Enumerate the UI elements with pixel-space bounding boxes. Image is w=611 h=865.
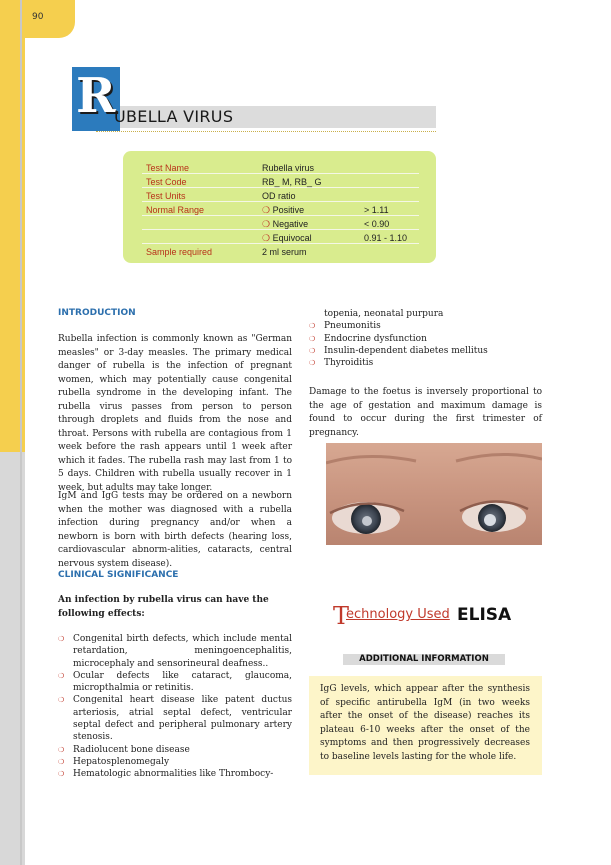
bullet-icon: ❍ [262,205,271,215]
effects-list-left [58,633,292,781]
technology-initial: T [333,602,350,630]
introduction-paragraph-1: Rubella infection is commonly known as "German measles" or 3-day measles. The primary medical danger of rubella is the infection of pregnant women, which may potentially cause congenital rubella syndrome in the developing infant. The rubella virus passes from person to person through droplets and fluids from the nose and throat. Persons with rubella are contagious from 1 week before the rash appears until 1 week after which it fades. The rubella rash may last from 1 to 5 days. Children with rubella usually recover in 1 week, but adults may take longer. [58,334,292,493]
introduction-paragraph-2: IgM and IgG tests may be ordered on a newborn when the mother was diagnosed with a rubella infection during pregnancy and/or when a newborn is born with birth defects (hearing loss, cardiovascular abnorm-alities, cataracts, central nervous system disease). [58,491,292,569]
test-units-value: OD ratio [262,191,296,201]
test-units-label: Test Units [146,191,186,201]
test-name-label: Test Name [146,163,190,173]
range-equivocal-value: 0.91 - 1.10 [364,233,408,243]
normal-range-label: Normal Range [146,205,205,215]
list-item: ❍ Insulin-dependent diabetes mellitus [309,345,542,357]
list-item: ❍ Pneumonitis [309,320,542,332]
list-item: ❍ Thyroiditis [309,357,542,369]
list-item: ❍ Ocular defects like cataract, glaucoma, micropthalmia or retinitis. [58,670,292,695]
bullet-icon: ❍ [262,233,271,243]
test-code-label: Test Code [146,177,187,187]
title-underline [96,131,436,132]
infant-cataract-photo [326,443,542,545]
list-item: ❍ Congenital heart disease like patent ductus arteriosis, atrial septal defect, ventricular septal defect and peripheral pulmonary artery stenosis. [58,694,292,743]
additional-info-heading: ADDITIONAL INFORMATION [343,654,505,665]
range-equivocal [262,232,312,244]
sample-value: 2 ml serum [262,247,307,257]
technology-label: echnology Used [346,607,450,622]
sample-label: Sample required [146,247,213,257]
list-item: ❍ Endocrine dysfunction [309,333,542,345]
range-positive [262,204,304,216]
page-title: UBELLA VIRUS [114,107,234,126]
list-item: ❍ Hematologic abnormalities like Thrombocy- [58,768,292,780]
additional-info-text: IgG levels, which appear after the synthesis of specific antirubella IgM (in two weeks after the onset of the disease) reaches its plateau 6-10 weeks after the onset of the symptoms and then progressively decreases to baseline levels lasting for the whole life. [320,684,530,762]
list-item-continuation: topenia, neonatal purpura [324,309,444,319]
test-name-value: Rubella virus [262,163,315,173]
clinical-lead: An infection by rubella virus can have the following effects: [58,595,269,619]
list-item: ❍ Hepatosplenomegaly [58,756,292,768]
range-negative [262,218,308,230]
range-negative-value: < 0.90 [364,219,390,229]
title-initial: R [76,68,116,124]
list-item: ❍ Congenital birth defects, which include mental retardation, meningoencephalitis, microcephaly and sensorineural deafness.. [58,633,292,670]
range-equivocal-name: Equivocal [272,233,312,243]
range-positive-value: > 1.11 [364,205,389,215]
damage-paragraph: Damage to the foetus is inversely proportional to the age of gestation and maximum damage is found to occur during the first trimester of pregnancy. [309,387,542,438]
list-item: ❍ Radiolucent bone disease [58,744,292,756]
introduction-heading: INTRODUCTION [58,308,136,318]
range-positive-name: Positive [272,205,305,215]
effects-list-right [309,308,542,369]
bullet-icon: ❍ [262,219,271,229]
clinical-significance-heading: CLINICAL SIGNIFICANCE [58,570,179,580]
page-number: 90 [32,12,44,22]
margin-rule [20,0,22,865]
technology-name: ELISA [457,605,512,625]
test-code-value: RB_ M, RB_ G [262,177,322,187]
range-negative-name: Negative [272,219,309,229]
